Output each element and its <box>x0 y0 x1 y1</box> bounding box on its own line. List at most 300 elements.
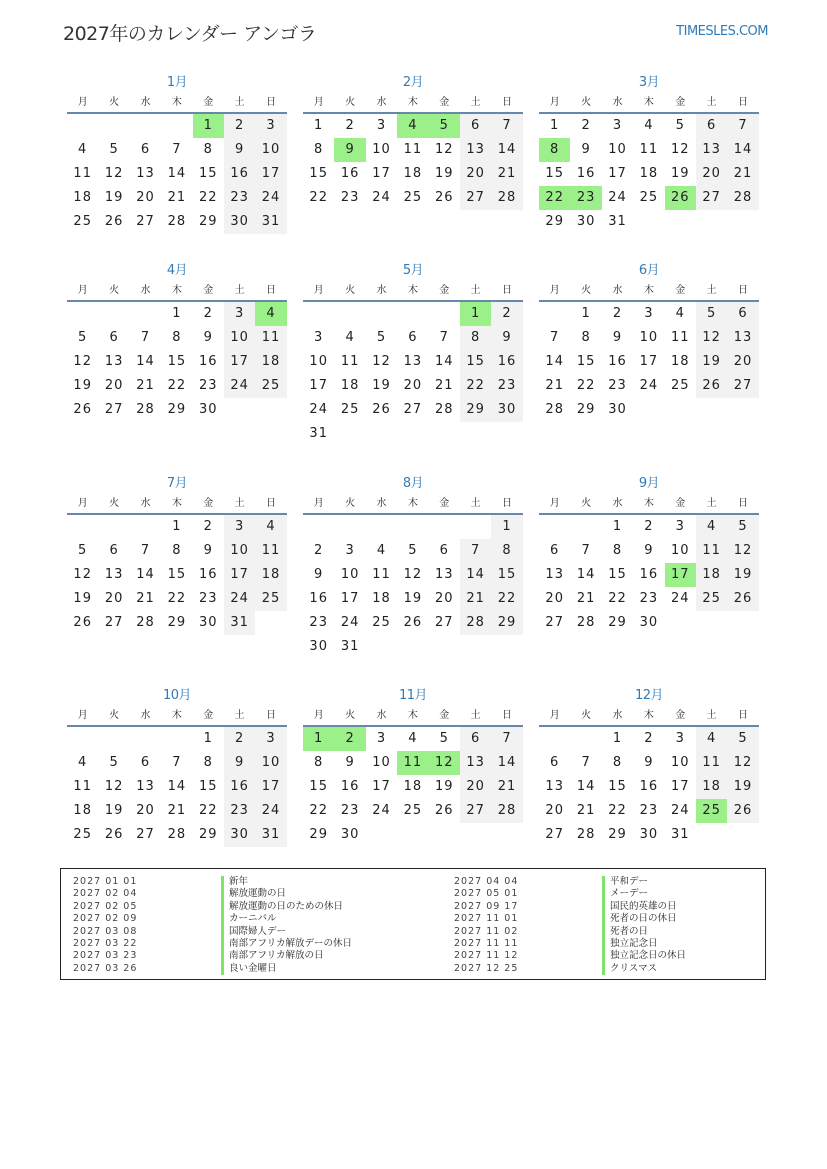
day-cell: 30 <box>491 398 522 422</box>
weekday-header: 木 <box>633 280 664 302</box>
day-cell: 30 <box>309 639 328 654</box>
holiday-date: 2027 03 26 <box>73 962 138 974</box>
empty-cell <box>429 302 460 326</box>
day-cell: 15 <box>167 354 187 369</box>
day-cell: 16 <box>639 567 659 582</box>
day-cell: 27 <box>434 615 454 630</box>
day-cell: 12 <box>696 326 727 350</box>
day-cell: 17 <box>372 779 391 794</box>
day-cell: 1 <box>612 519 623 534</box>
month-2 <box>303 74 523 210</box>
day-cell: 13 <box>136 779 155 794</box>
weekday-header: 日 <box>255 705 286 727</box>
day-cell: 6 <box>439 543 449 558</box>
day-cell: 8 <box>172 330 182 345</box>
month-11 <box>303 687 523 847</box>
day-cell: 13 <box>136 166 155 181</box>
weekday-header: 火 <box>334 493 365 515</box>
day-cell: 22 <box>491 587 522 611</box>
day-cell: 19 <box>104 190 124 205</box>
day-cell: 12 <box>73 567 92 582</box>
day-cell: 18 <box>670 354 690 369</box>
weekday-header: 月 <box>303 493 334 515</box>
day-cell: 5 <box>727 727 758 751</box>
day-cell: 22 <box>608 803 627 818</box>
holiday-date: 2027 04 04 <box>454 876 519 887</box>
day-cell: 15 <box>309 779 328 794</box>
weekday-header: 日 <box>255 92 286 114</box>
weekday-header: 火 <box>98 705 129 727</box>
month-6 <box>539 262 759 422</box>
day-cell: 31 <box>670 827 690 842</box>
day-cell: 5 <box>675 118 685 133</box>
day-cell: 7 <box>581 755 591 770</box>
month-name: 8月 <box>402 476 424 491</box>
holiday-day-cell: 1 <box>460 302 491 326</box>
day-cell: 20 <box>104 378 124 393</box>
day-cell: 21 <box>576 591 596 606</box>
day-cell: 1 <box>172 306 182 321</box>
day-cell: 8 <box>203 755 213 770</box>
day-cell: 8 <box>203 142 213 157</box>
weekday-header: 金 <box>665 705 696 727</box>
empty-cell <box>397 515 428 539</box>
day-cell: 12 <box>372 354 391 369</box>
day-cell: 14 <box>491 138 522 162</box>
day-cell: 24 <box>372 190 391 205</box>
day-cell: 13 <box>104 354 124 369</box>
holiday-name: 南部アフリカ解放の日 <box>221 950 324 962</box>
day-cell: 10 <box>608 142 627 157</box>
month-name: 5月 <box>402 263 424 278</box>
day-cell: 29 <box>491 611 522 635</box>
day-cell: 28 <box>576 827 596 842</box>
day-cell: 2 <box>644 731 654 746</box>
day-cell: 8 <box>460 326 491 350</box>
day-cell: 22 <box>198 190 218 205</box>
holiday-day-cell: 22 <box>539 186 570 210</box>
holiday-row <box>73 913 352 925</box>
day-cell: 26 <box>696 374 727 398</box>
day-cell: 29 <box>309 827 328 842</box>
day-cell: 26 <box>434 190 454 205</box>
holiday-date: 2027 03 22 <box>73 937 138 949</box>
day-cell: 5 <box>727 515 758 539</box>
day-cell: 16 <box>491 350 522 374</box>
weekday-header: 日 <box>727 493 758 515</box>
day-cell: 24 <box>255 186 286 210</box>
weekday-header: 水 <box>366 493 397 515</box>
day-cell: 9 <box>314 567 324 582</box>
day-cell: 13 <box>696 138 727 162</box>
month-name: 2月 <box>402 75 424 90</box>
day-cell: 20 <box>545 591 564 606</box>
day-cell: 27 <box>545 827 564 842</box>
holiday-row <box>454 938 686 950</box>
day-cell: 20 <box>460 162 491 186</box>
empty-cell <box>303 302 334 326</box>
day-cell: 4 <box>78 755 88 770</box>
day-cell: 27 <box>545 615 564 630</box>
holiday-name: 良い金曜日 <box>221 963 277 975</box>
day-cell: 11 <box>73 779 92 794</box>
day-cell: 19 <box>727 563 758 587</box>
day-cell: 25 <box>73 827 92 842</box>
weekday-header: 月 <box>303 92 334 114</box>
weekday-header: 土 <box>460 493 491 515</box>
holiday-row <box>454 963 686 975</box>
weekday-header: 水 <box>130 92 161 114</box>
day-cell: 3 <box>675 731 685 746</box>
day-cell: 9 <box>203 330 213 345</box>
holiday-name: 国際婦人デー <box>221 926 286 938</box>
day-cell: 28 <box>136 402 155 417</box>
day-cell: 8 <box>612 543 623 558</box>
day-cell: 3 <box>376 731 387 746</box>
weekday-header: 木 <box>633 92 664 114</box>
weekday-header: 土 <box>696 493 727 515</box>
day-cell: 11 <box>255 326 286 350</box>
holiday-day-cell: 8 <box>539 138 570 162</box>
day-cell: 2 <box>644 519 654 534</box>
holiday-name: 死者の日の休日 <box>602 913 677 925</box>
day-cell: 23 <box>224 799 255 823</box>
holiday-name: 死者の日 <box>602 926 648 938</box>
day-cell: 1 <box>203 731 213 746</box>
day-cell: 19 <box>73 591 92 606</box>
day-cell: 11 <box>639 142 659 157</box>
day-cell: 27 <box>696 186 727 210</box>
day-cell: 29 <box>167 402 187 417</box>
day-cell: 14 <box>727 138 758 162</box>
day-cell: 29 <box>608 615 627 630</box>
day-cell: 10 <box>255 138 286 162</box>
weekday-header: 木 <box>397 705 428 727</box>
weekday-header: 月 <box>539 280 570 302</box>
day-cell: 3 <box>612 118 623 133</box>
day-cell: 4 <box>644 118 654 133</box>
weekday-header: 金 <box>193 493 224 515</box>
day-cell: 16 <box>340 779 360 794</box>
weekday-header: 火 <box>570 493 601 515</box>
day-cell: 24 <box>670 591 690 606</box>
empty-cell <box>67 727 98 751</box>
month-grid <box>303 92 523 210</box>
month-name: 4月 <box>166 263 188 278</box>
day-cell: 23 <box>224 186 255 210</box>
day-cell: 3 <box>224 515 255 539</box>
weekday-header: 木 <box>397 493 428 515</box>
weekday-header: 月 <box>67 92 98 114</box>
day-cell: 17 <box>224 563 255 587</box>
holiday-date: 2027 02 04 <box>73 888 138 900</box>
day-cell: 18 <box>696 563 727 587</box>
day-cell: 9 <box>581 142 591 157</box>
day-cell: 25 <box>403 190 423 205</box>
day-cell: 1 <box>314 118 324 133</box>
weekday-header: 木 <box>397 92 428 114</box>
empty-cell <box>570 727 601 751</box>
day-cell: 23 <box>340 803 360 818</box>
day-cell: 20 <box>403 378 423 393</box>
day-cell: 5 <box>439 731 449 746</box>
empty-cell <box>130 515 161 539</box>
weekday-header: 土 <box>224 280 255 302</box>
day-cell: 4 <box>255 515 286 539</box>
day-cell: 17 <box>670 779 690 794</box>
day-cell: 27 <box>403 402 423 417</box>
day-cell: 23 <box>491 374 522 398</box>
day-cell: 28 <box>434 402 454 417</box>
day-cell: 3 <box>644 306 654 321</box>
holiday-day-cell: 9 <box>334 138 365 162</box>
empty-cell <box>303 515 334 539</box>
day-cell: 13 <box>545 567 564 582</box>
weekday-header: 金 <box>429 493 460 515</box>
day-cell: 7 <box>491 114 522 138</box>
day-cell: 9 <box>491 326 522 350</box>
empty-cell <box>98 515 129 539</box>
day-cell: 9 <box>345 755 355 770</box>
day-cell: 7 <box>439 330 449 345</box>
day-cell: 10 <box>224 539 255 563</box>
day-cell: 11 <box>73 166 92 181</box>
weekday-header: 火 <box>334 705 365 727</box>
day-cell: 2 <box>203 519 213 534</box>
holiday-date: 2027 05 01 <box>454 888 519 900</box>
day-cell: 3 <box>675 519 685 534</box>
weekday-header: 火 <box>98 280 129 302</box>
weekday-header: 火 <box>98 92 129 114</box>
day-cell: 8 <box>172 543 182 558</box>
holiday-day-cell: 4 <box>397 114 428 138</box>
holiday-date: 2027 09 17 <box>454 900 519 912</box>
day-cell: 23 <box>340 190 360 205</box>
month-grid <box>67 280 287 422</box>
day-cell: 12 <box>727 751 758 775</box>
empty-cell <box>334 302 365 326</box>
day-cell: 31 <box>224 611 255 635</box>
day-cell: 2 <box>203 306 213 321</box>
day-cell: 5 <box>376 330 387 345</box>
day-cell: 6 <box>109 543 119 558</box>
weekday-header: 月 <box>67 705 98 727</box>
day-cell: 8 <box>491 539 522 563</box>
day-cell: 19 <box>696 350 727 374</box>
weekday-header: 水 <box>366 92 397 114</box>
day-cell: 16 <box>639 779 659 794</box>
day-cell: 29 <box>576 402 596 417</box>
day-cell: 7 <box>491 727 522 751</box>
day-cell: 27 <box>460 799 491 823</box>
day-cell: 15 <box>608 779 627 794</box>
day-cell: 6 <box>696 114 727 138</box>
day-cell: 18 <box>73 190 92 205</box>
day-cell: 7 <box>172 755 182 770</box>
day-cell: 18 <box>372 591 391 606</box>
empty-cell <box>539 515 570 539</box>
weekday-header: 水 <box>130 280 161 302</box>
month-name: 12月 <box>634 688 664 703</box>
day-cell: 30 <box>340 827 360 842</box>
day-cell: 7 <box>581 543 591 558</box>
day-cell: 7 <box>727 114 758 138</box>
day-cell: 6 <box>460 114 491 138</box>
weekday-header: 土 <box>224 92 255 114</box>
day-cell: 5 <box>408 543 418 558</box>
weekday-header: 水 <box>130 705 161 727</box>
day-cell: 29 <box>545 214 564 229</box>
weekday-header: 木 <box>633 705 664 727</box>
day-cell: 13 <box>460 751 491 775</box>
month-grid <box>539 280 759 422</box>
empty-cell <box>397 302 428 326</box>
day-cell: 2 <box>581 118 591 133</box>
day-cell: 18 <box>340 378 360 393</box>
day-cell: 20 <box>104 591 124 606</box>
day-cell: 19 <box>727 775 758 799</box>
holiday-day-cell: 11 <box>397 751 428 775</box>
weekday-header: 土 <box>696 280 727 302</box>
day-cell: 25 <box>255 374 286 398</box>
day-cell: 20 <box>434 591 454 606</box>
day-cell: 20 <box>136 190 155 205</box>
weekday-header: 水 <box>602 92 633 114</box>
day-cell: 25 <box>73 214 92 229</box>
weekday-header: 水 <box>130 493 161 515</box>
weekday-header: 日 <box>727 280 758 302</box>
weekday-header: 金 <box>429 92 460 114</box>
weekday-header: 日 <box>255 493 286 515</box>
holiday-row <box>73 901 352 913</box>
day-cell: 15 <box>460 350 491 374</box>
holiday-day-cell: 4 <box>255 302 286 326</box>
holiday-day-cell: 12 <box>429 751 460 775</box>
day-cell: 11 <box>340 354 360 369</box>
day-cell: 27 <box>460 186 491 210</box>
day-cell: 20 <box>727 350 758 374</box>
holiday-date: 2027 12 25 <box>454 962 519 974</box>
holiday-name: 南部アフリカ解放デーの休日 <box>221 938 352 950</box>
day-cell: 21 <box>434 378 454 393</box>
empty-cell <box>366 302 397 326</box>
day-cell: 7 <box>172 142 182 157</box>
day-cell: 5 <box>109 755 119 770</box>
day-cell: 14 <box>545 354 564 369</box>
day-cell: 31 <box>309 426 328 441</box>
day-cell: 14 <box>576 567 596 582</box>
day-cell: 22 <box>167 591 187 606</box>
day-cell: 9 <box>644 755 654 770</box>
holiday-day-cell: 5 <box>429 114 460 138</box>
day-cell: 29 <box>167 615 187 630</box>
day-cell: 29 <box>460 398 491 422</box>
day-cell: 4 <box>696 515 727 539</box>
weekday-header: 水 <box>602 280 633 302</box>
month-grid <box>303 705 523 847</box>
day-cell: 3 <box>314 330 324 345</box>
day-cell: 15 <box>608 567 627 582</box>
month-name: 7月 <box>166 476 188 491</box>
day-cell: 8 <box>581 330 591 345</box>
day-cell: 17 <box>309 378 328 393</box>
day-cell: 24 <box>224 374 255 398</box>
weekday-header: 火 <box>570 280 601 302</box>
day-cell: 2 <box>491 302 522 326</box>
holiday-name: 解放運動の日 <box>221 888 286 900</box>
empty-cell <box>67 114 98 138</box>
day-cell: 1 <box>612 731 623 746</box>
day-cell: 25 <box>670 378 690 393</box>
day-cell: 24 <box>639 378 659 393</box>
day-cell: 16 <box>608 354 627 369</box>
day-cell: 17 <box>340 591 360 606</box>
day-cell: 10 <box>639 330 659 345</box>
month-8 <box>303 475 523 659</box>
day-cell: 12 <box>727 539 758 563</box>
day-cell: 5 <box>696 302 727 326</box>
day-cell: 7 <box>140 543 151 558</box>
month-name: 9月 <box>638 476 660 491</box>
empty-cell <box>539 727 570 751</box>
day-cell: 1 <box>581 306 591 321</box>
holiday-day-cell: 25 <box>696 799 727 823</box>
day-cell: 3 <box>255 727 286 751</box>
weekday-header: 日 <box>491 493 522 515</box>
day-cell: 26 <box>372 402 391 417</box>
day-cell: 15 <box>167 567 187 582</box>
day-cell: 25 <box>639 190 659 205</box>
day-cell: 4 <box>696 727 727 751</box>
day-cell: 7 <box>460 539 491 563</box>
empty-cell <box>161 727 192 751</box>
weekday-header: 木 <box>161 705 192 727</box>
day-cell: 16 <box>224 162 255 186</box>
day-cell: 10 <box>372 142 391 157</box>
holiday-name: 独立記念日の休日 <box>602 950 686 962</box>
day-cell: 6 <box>460 727 491 751</box>
day-cell: 3 <box>224 302 255 326</box>
holiday-row <box>454 901 686 913</box>
day-cell: 30 <box>198 615 218 630</box>
holiday-row <box>454 926 686 938</box>
empty-cell <box>98 727 129 751</box>
day-cell: 9 <box>203 543 213 558</box>
holiday-row <box>454 913 686 925</box>
month-grid <box>67 493 287 635</box>
day-cell: 3 <box>255 114 286 138</box>
month-grid <box>303 280 523 446</box>
holiday-day-cell: 23 <box>570 186 601 210</box>
holiday-list <box>60 868 766 980</box>
day-cell: 13 <box>545 779 564 794</box>
day-cell: 10 <box>255 751 286 775</box>
day-cell: 25 <box>340 402 360 417</box>
empty-cell <box>130 727 161 751</box>
weekday-header: 水 <box>366 705 397 727</box>
day-cell: 22 <box>460 374 491 398</box>
day-cell: 14 <box>167 166 187 181</box>
day-cell: 22 <box>608 591 627 606</box>
day-cell: 10 <box>670 755 690 770</box>
day-cell: 10 <box>309 354 328 369</box>
day-cell: 28 <box>491 186 522 210</box>
weekday-header: 木 <box>161 493 192 515</box>
empty-cell <box>67 515 98 539</box>
day-cell: 11 <box>696 751 727 775</box>
day-cell: 18 <box>73 803 92 818</box>
day-cell: 2 <box>224 727 255 751</box>
